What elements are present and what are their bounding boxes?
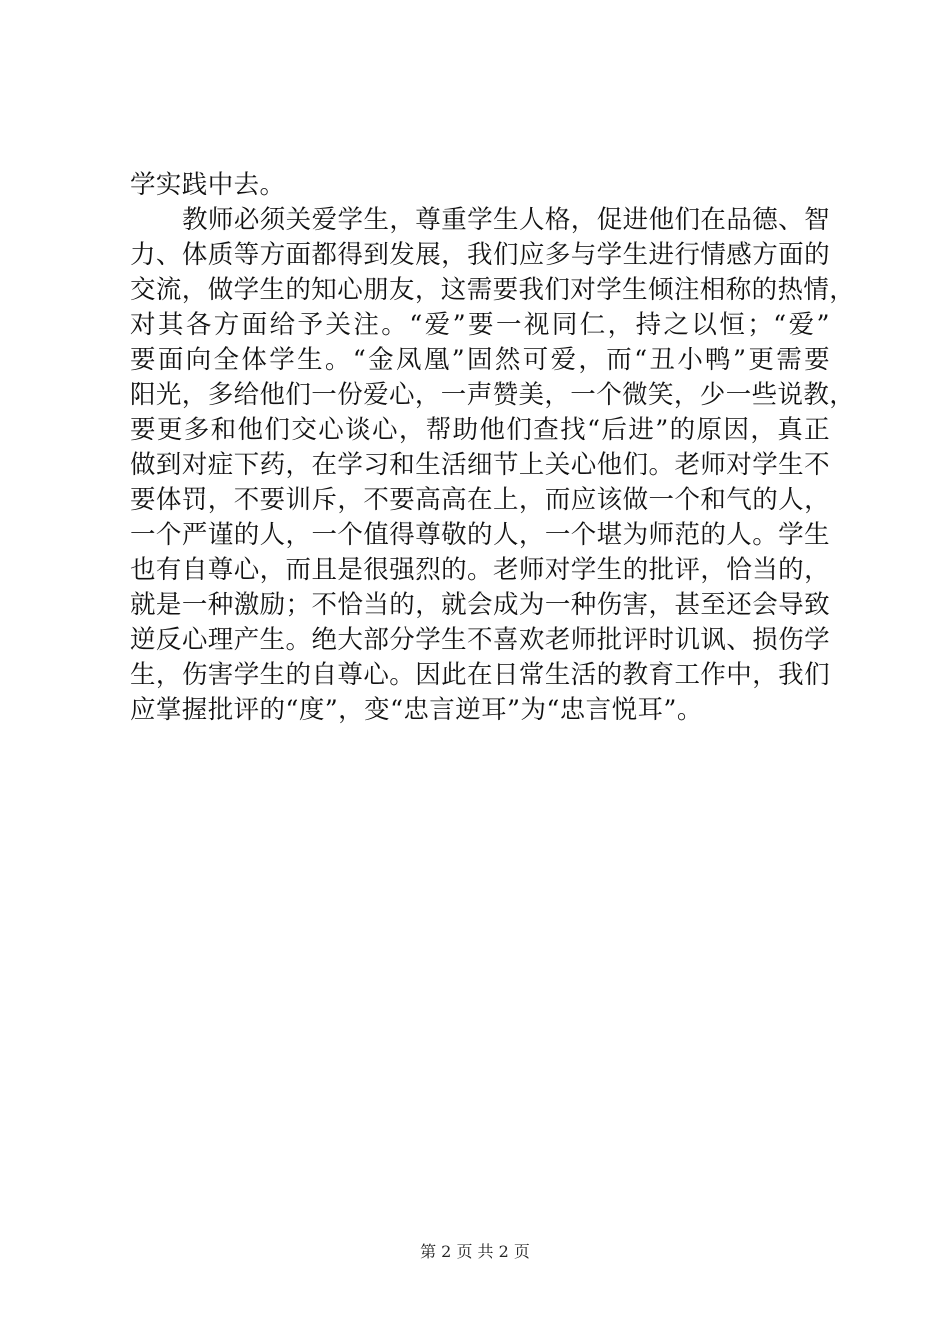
text-line: 教师必须关爱学生，尊重学生人格，促进他们在品德、智: [182, 205, 830, 235]
page-number-footer: 第 2 页 共 2 页: [420, 1242, 530, 1261]
text-line: 对其各方面给予关注。“爱”要一视同仁，持之以恒；“爱”: [130, 310, 830, 340]
text-line: 力、体质等方面都得到发展，我们应多与学生进行情感方面的: [130, 240, 830, 270]
text-line: 做到对症下药，在学习和生活细节上关心他们。老师对学生不: [130, 450, 830, 480]
text-line: 要体罚，不要训斥，不要高高在上，而应该做一个和气的人，: [130, 485, 830, 515]
text-line: 应掌握批评的“度”，变“忠言逆耳”为“忠言悦耳”。: [130, 695, 703, 725]
text-line: 学实践中去。: [130, 170, 286, 200]
text-line: 也有自尊心，而且是很强烈的。老师对学生的批评，恰当的，: [130, 555, 830, 585]
text-line: 一个严谨的人，一个值得尊敬的人，一个堪为师范的人。学生: [130, 520, 830, 550]
text-line: 要面向全体学生。“金凤凰”固然可爱，而“丑小鸭”更需要: [130, 345, 830, 375]
text-line: 交流，做学生的知心朋友，这需要我们对学生倾注相称的热情，: [130, 275, 856, 305]
text-line: 生，伤害学生的自尊心。因此在日常生活的教育工作中，我们: [130, 660, 830, 690]
text-line: 逆反心理产生。绝大部分学生不喜欢老师批评时讥讽、损伤学: [130, 625, 830, 655]
body-text: [130, 168, 856, 728]
text-line: 阳光，多给他们一份爱心，一声赞美，一个微笑，少一些说教，: [130, 380, 856, 410]
text-line: 就是一种激励；不恰当的，就会成为一种伤害，甚至还会导致: [130, 590, 830, 620]
text-line: 要更多和他们交心谈心，帮助他们查找“后进”的原因，真正: [130, 415, 830, 445]
